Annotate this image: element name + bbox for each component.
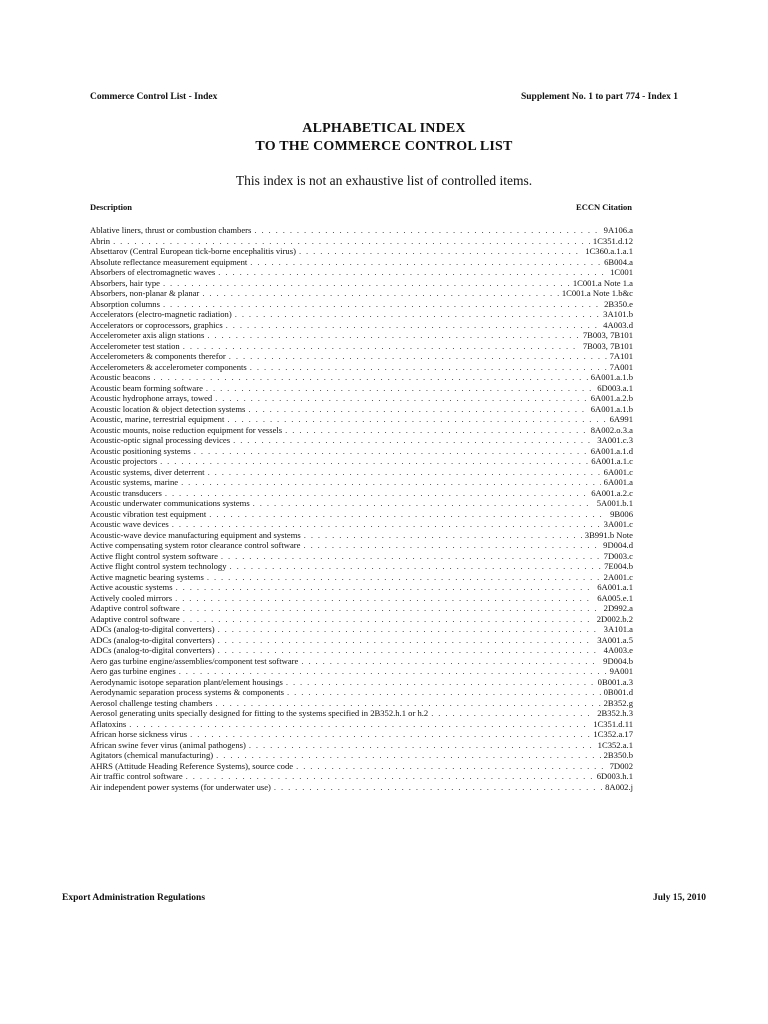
dot-leader bbox=[207, 572, 601, 583]
index-entry bbox=[90, 477, 633, 488]
index-entry bbox=[90, 729, 633, 740]
entry-eccn-citation: 7A001 bbox=[609, 361, 633, 372]
index-entry bbox=[90, 414, 633, 425]
entry-eccn-citation: 3A101.a bbox=[603, 624, 633, 634]
entry-eccn-citation: 1C001 bbox=[610, 267, 633, 277]
entry-description: Agitators (chemical manufacturing) bbox=[90, 750, 214, 760]
entry-description: Aerosol generating units specially designed for fitting to the systems specified in 2B352.h.1 or h.2 bbox=[90, 708, 429, 718]
index-entry bbox=[90, 351, 633, 362]
running-header-left: Commerce Control List - Index bbox=[90, 92, 218, 102]
entry-description: Active flight control system technology bbox=[90, 561, 227, 571]
index-entry bbox=[90, 257, 633, 268]
index-entry bbox=[90, 309, 633, 320]
entry-description: Accelerometer test station bbox=[90, 340, 180, 351]
dot-leader bbox=[253, 498, 594, 509]
dot-leader bbox=[431, 708, 594, 719]
entry-eccn-citation: 7D002 bbox=[609, 760, 633, 771]
entry-eccn-citation: 0B001.d bbox=[603, 687, 633, 697]
dot-leader bbox=[235, 309, 600, 320]
entry-eccn-citation: 8A002.j bbox=[605, 781, 633, 792]
entry-eccn-citation: 1C351.d.11 bbox=[593, 718, 633, 729]
entry-eccn-citation: 8A002.o.3.a bbox=[590, 424, 633, 435]
entry-description: Acoustic underwater communications systems bbox=[90, 498, 250, 508]
entry-eccn-citation: 2B352.g bbox=[603, 697, 633, 708]
entry-description: Acoustic location & object detection systems bbox=[90, 403, 246, 414]
entry-description: Active compensating system rotor clearance control software bbox=[90, 540, 301, 550]
index-entry bbox=[90, 750, 633, 761]
entry-description: Accelerometers & components therefor bbox=[90, 351, 226, 361]
column-header-eccn: ECCN Citation bbox=[576, 202, 632, 212]
entry-description: Acoustic positioning systems bbox=[90, 445, 191, 456]
index-entry bbox=[90, 341, 633, 352]
entry-description: Acoustic projectors bbox=[90, 456, 158, 466]
index-entry bbox=[90, 582, 633, 593]
index-entry bbox=[90, 467, 633, 478]
dot-leader bbox=[250, 257, 601, 268]
entry-eccn-citation: 6A001.a.1.d bbox=[590, 445, 633, 456]
entry-description: Acoustic beam forming software bbox=[90, 382, 203, 393]
dot-leader bbox=[249, 740, 595, 751]
dot-leader bbox=[218, 267, 607, 278]
dot-leader bbox=[230, 561, 602, 572]
entry-eccn-citation: 2B350.b bbox=[603, 750, 633, 760]
entry-description: African horse sickness virus bbox=[90, 729, 188, 739]
footer-date: July 15, 2010 bbox=[652, 893, 706, 903]
entry-description: Accelerators or coprocessors, graphics bbox=[90, 319, 223, 330]
dot-leader bbox=[218, 635, 595, 646]
entry-description: Acoustic vibration test equipment bbox=[90, 508, 207, 519]
entry-eccn-citation: 7B003, 7B101 bbox=[582, 330, 633, 340]
dot-leader bbox=[229, 351, 607, 362]
entry-description: Adaptive control software bbox=[90, 603, 180, 613]
dot-leader bbox=[163, 278, 570, 289]
index-entry bbox=[90, 425, 633, 436]
entry-description: Acoustic transducers bbox=[90, 487, 162, 498]
entry-eccn-citation: 1C001.a Note 1.b&c bbox=[561, 288, 633, 298]
entry-eccn-citation: 6A005.e.1 bbox=[597, 592, 633, 603]
entry-eccn-citation: 5A001.b.1 bbox=[596, 498, 633, 508]
dot-leader bbox=[233, 435, 594, 446]
dot-leader bbox=[194, 446, 588, 457]
entry-description: Absolute reflectance measurement equipment bbox=[90, 256, 248, 267]
dot-leader bbox=[160, 456, 588, 467]
entry-eccn-citation: 2B350.e bbox=[604, 298, 633, 309]
index-entry bbox=[90, 687, 633, 698]
dot-leader bbox=[176, 582, 595, 593]
index-entry bbox=[90, 488, 633, 499]
index-entry bbox=[90, 645, 633, 656]
entry-description: Acoustic systems, marine bbox=[90, 477, 179, 487]
entry-eccn-citation: 3A001.c bbox=[603, 519, 633, 529]
dot-leader bbox=[209, 509, 607, 520]
entry-eccn-citation: 9A001 bbox=[609, 666, 633, 676]
dot-leader bbox=[190, 729, 590, 740]
dot-leader bbox=[153, 372, 587, 383]
entry-description: Acoustic-optic signal processing devices bbox=[90, 435, 231, 445]
entry-description: ADCs (analog-to-digital converters) bbox=[90, 624, 215, 634]
dot-leader bbox=[250, 362, 607, 373]
index-entry bbox=[90, 771, 633, 782]
dot-leader bbox=[172, 519, 601, 530]
entry-description: Acoustic mounts, noise reduction equipment for vessels bbox=[90, 424, 283, 435]
dot-leader bbox=[129, 719, 590, 730]
entry-eccn-citation: 7B003, 7B101 bbox=[582, 340, 633, 351]
index-entry bbox=[90, 593, 633, 604]
dot-leader bbox=[254, 225, 600, 236]
index-entry bbox=[90, 435, 633, 446]
index-title-line2: TO THE COMMERCE CONTROL LIST bbox=[255, 139, 513, 154]
index-entry bbox=[90, 540, 633, 551]
index-entry bbox=[90, 614, 633, 625]
index-entry bbox=[90, 278, 633, 289]
dot-leader bbox=[286, 677, 595, 688]
index-entry bbox=[90, 383, 633, 394]
dot-leader bbox=[186, 771, 594, 782]
entry-eccn-citation: 9B006 bbox=[610, 508, 633, 519]
footer-left: Export Administration Regulations bbox=[62, 893, 206, 903]
entry-eccn-citation: 6A991 bbox=[609, 414, 633, 424]
entry-description: Absorption columns bbox=[90, 298, 160, 309]
dot-leader bbox=[304, 530, 582, 541]
entry-eccn-citation: 7E004.b bbox=[604, 561, 633, 571]
entry-description: Acoustic wave devices bbox=[90, 519, 169, 529]
index-entry bbox=[90, 624, 633, 635]
entry-eccn-citation: 6B004.a bbox=[604, 256, 633, 267]
entry-description: Aerosol challenge testing chambers bbox=[90, 697, 213, 708]
entry-description: Acoustic-wave device manufacturing equipment and systems bbox=[90, 529, 301, 540]
dot-leader bbox=[226, 320, 600, 331]
index-entry bbox=[90, 393, 633, 404]
entry-eccn-citation: 1C352.a.17 bbox=[593, 729, 633, 739]
dot-leader bbox=[208, 467, 601, 478]
column-header-description: Description bbox=[90, 202, 133, 212]
entry-description: Adaptive control software bbox=[90, 613, 180, 624]
index-entry bbox=[90, 446, 633, 457]
entry-eccn-citation: 3A101.b bbox=[603, 309, 633, 319]
entry-eccn-citation: 6A001.c bbox=[603, 466, 633, 477]
entry-eccn-citation: 6A001.a.1.b bbox=[590, 372, 633, 382]
index-entry-list bbox=[90, 225, 633, 792]
dot-leader bbox=[218, 645, 601, 656]
entry-description: ADCs (analog-to-digital converters) bbox=[90, 645, 215, 655]
entry-eccn-citation: 2B352.h.3 bbox=[597, 708, 633, 718]
index-entry bbox=[90, 498, 633, 509]
entry-description: Aflatoxins bbox=[90, 718, 127, 729]
dot-leader bbox=[183, 603, 601, 614]
entry-eccn-citation: 1C001.a Note 1.a bbox=[572, 277, 633, 288]
entry-description: Air independent power systems (for underwater use) bbox=[90, 781, 271, 792]
entry-description: Accelerometers & accelerometer components bbox=[90, 361, 247, 372]
entry-description: Aerodynamic isotope separation plant/element housings bbox=[90, 676, 283, 687]
index-entry bbox=[90, 519, 633, 530]
dot-leader bbox=[165, 488, 588, 499]
dot-leader bbox=[248, 404, 587, 415]
dot-leader bbox=[207, 330, 580, 341]
entry-eccn-citation: 9D004.b bbox=[603, 655, 633, 666]
index-entry bbox=[90, 362, 633, 373]
index-entry bbox=[90, 719, 633, 730]
entry-eccn-citation: 1C352.a.1 bbox=[597, 739, 633, 750]
entry-description: Active magnetic bearing systems bbox=[90, 571, 204, 582]
index-entry bbox=[90, 404, 633, 415]
dot-leader bbox=[175, 593, 594, 604]
dot-leader bbox=[303, 540, 600, 551]
index-entry bbox=[90, 677, 633, 688]
index-entry bbox=[90, 236, 633, 247]
entry-eccn-citation: 7D003.c bbox=[603, 550, 633, 561]
entry-eccn-citation: 6A001.a.2.b bbox=[590, 393, 633, 403]
entry-description: Absorbers, hair type bbox=[90, 277, 160, 288]
index-title-line1: ALPHABETICAL INDEX bbox=[302, 121, 466, 136]
entry-description: Aero gas turbine engines bbox=[90, 666, 176, 676]
index-entry bbox=[90, 572, 633, 583]
index-entry bbox=[90, 288, 633, 299]
entry-eccn-citation: 0B001.a.3 bbox=[597, 676, 633, 687]
dot-leader bbox=[216, 750, 600, 761]
index-entry bbox=[90, 320, 633, 331]
dot-leader bbox=[296, 761, 607, 772]
entry-description: Accelerometer axis align stations bbox=[90, 330, 205, 340]
entry-eccn-citation: 3A001.a.5 bbox=[597, 634, 633, 645]
dot-leader bbox=[179, 666, 607, 677]
entry-description: Air traffic control software bbox=[90, 771, 183, 781]
entry-description: Absettarov (Central European tick-borne encephalitis virus) bbox=[90, 246, 296, 256]
entry-eccn-citation: 4A003.d bbox=[603, 319, 633, 330]
index-entry bbox=[90, 666, 633, 677]
index-entry bbox=[90, 372, 633, 383]
entry-eccn-citation: 4A003.e bbox=[603, 645, 633, 655]
entry-description: Ablative liners, thrust or combustion chambers bbox=[90, 225, 252, 235]
dot-leader bbox=[299, 246, 582, 257]
dot-leader bbox=[202, 288, 559, 299]
dot-leader bbox=[301, 656, 600, 667]
entry-eccn-citation: 3B991.b Note bbox=[584, 529, 633, 540]
entry-eccn-citation: 3A001.c.3 bbox=[597, 435, 633, 445]
index-entry bbox=[90, 603, 633, 614]
entry-eccn-citation: 6D003.h.1 bbox=[596, 771, 633, 781]
index-entry bbox=[90, 782, 633, 793]
index-entry bbox=[90, 761, 633, 772]
dot-leader bbox=[206, 383, 594, 394]
index-entry bbox=[90, 635, 633, 646]
dot-leader bbox=[218, 624, 601, 635]
entry-eccn-citation: 6A001.a.1 bbox=[597, 582, 633, 592]
index-entry bbox=[90, 698, 633, 709]
dot-leader bbox=[163, 299, 601, 310]
entry-description: Active flight control system software bbox=[90, 550, 218, 561]
index-entry bbox=[90, 509, 633, 520]
dot-leader bbox=[183, 614, 594, 625]
dot-leader bbox=[215, 698, 600, 709]
entry-description: Absorbers, non-planar & planar bbox=[90, 288, 200, 298]
index-entry bbox=[90, 740, 633, 751]
entry-eccn-citation: 6A001.a bbox=[603, 477, 633, 487]
entry-description: Acoustic beacons bbox=[90, 372, 151, 382]
dot-leader bbox=[215, 393, 588, 404]
entry-description: Aerodynamic separation process systems & components bbox=[90, 687, 285, 697]
entry-eccn-citation: 6D003.a.1 bbox=[597, 382, 633, 393]
entry-description: Active acoustic systems bbox=[90, 582, 173, 592]
entry-description: ADCs (analog-to-digital converters) bbox=[90, 634, 215, 645]
index-entry bbox=[90, 246, 633, 257]
entry-eccn-citation: 2D002.b.2 bbox=[596, 613, 633, 624]
entry-eccn-citation: 2D992.a bbox=[603, 603, 633, 613]
entry-eccn-citation: 9A106.a bbox=[603, 225, 633, 235]
entry-description: Acoustic, marine, terrestrial equipment bbox=[90, 414, 225, 424]
dot-leader bbox=[285, 425, 588, 436]
entry-description: AHRS (Attitude Heading Reference Systems), source code bbox=[90, 760, 294, 771]
index-entry bbox=[90, 299, 633, 310]
entry-eccn-citation: 6A001.a.2.c bbox=[591, 487, 633, 498]
index-entry bbox=[90, 267, 633, 278]
entry-description: Acoustic hydrophone arrays, towed bbox=[90, 393, 213, 403]
index-entry bbox=[90, 530, 633, 541]
index-entry bbox=[90, 561, 633, 572]
entry-description: Accelerators (electro-magnetic radiation) bbox=[90, 309, 232, 319]
entry-description: Actively cooled mirrors bbox=[90, 592, 173, 603]
entry-eccn-citation: 9D004.d bbox=[603, 540, 633, 550]
entry-eccn-citation: 6A001.a.1.c bbox=[591, 456, 633, 466]
running-header-right: Supplement No. 1 to part 774 - Index 1 bbox=[520, 92, 678, 102]
index-entry bbox=[90, 456, 633, 467]
dot-leader bbox=[181, 477, 601, 488]
dot-leader bbox=[287, 687, 601, 698]
index-entry bbox=[90, 708, 633, 719]
entry-eccn-citation: 6A001.a.1.b bbox=[590, 403, 633, 414]
index-disclaimer: This index is not an exhaustive list of controlled items. bbox=[235, 173, 533, 188]
entry-eccn-citation: 1C360.a.1.a.1 bbox=[585, 246, 633, 256]
index-entry bbox=[90, 330, 633, 341]
dot-leader bbox=[113, 236, 590, 247]
entry-description: African swine fever virus (animal pathogens) bbox=[90, 739, 246, 750]
dot-leader bbox=[227, 414, 606, 425]
index-entry bbox=[90, 225, 633, 236]
dot-leader bbox=[274, 782, 602, 793]
entry-eccn-citation: 1C351.d.12 bbox=[592, 235, 633, 246]
dot-leader bbox=[221, 551, 601, 562]
entry-description: Absorbers of electromagnetic waves bbox=[90, 267, 216, 277]
entry-description: Acoustic systems, diver deterrent bbox=[90, 466, 205, 477]
entry-description: Aero gas turbine engine/assemblies/component test software bbox=[90, 655, 299, 666]
dot-leader bbox=[183, 341, 580, 352]
index-entry bbox=[90, 551, 633, 562]
entry-eccn-citation: 7A101 bbox=[609, 351, 633, 361]
entry-description: Abrin bbox=[90, 235, 111, 246]
index-entry bbox=[90, 656, 633, 667]
entry-eccn-citation: 2A001.c bbox=[603, 571, 633, 582]
